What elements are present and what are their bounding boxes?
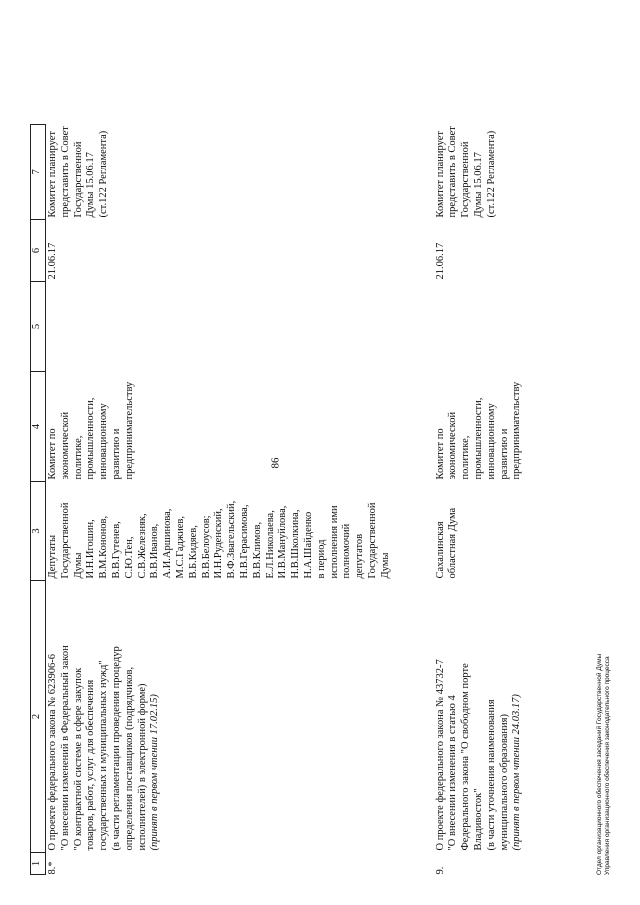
rotated-page xyxy=(30,5,620,875)
author-line: В.Б.Кидяев, xyxy=(187,525,199,579)
author-line: Е.Л.Николаева, xyxy=(264,510,276,579)
author-line: В.В.Гутенев, xyxy=(110,521,122,579)
committee-line: инновационному xyxy=(485,403,497,480)
author-line: Н.В.Школкина, xyxy=(290,509,302,579)
note-line: Комитет планирует xyxy=(47,131,58,218)
author-line: В.М.Кононов, xyxy=(98,515,110,579)
author-line: И.Н.Игошин, xyxy=(85,519,97,579)
committee-line: промышленности, xyxy=(85,397,97,480)
bill-title-line: "О внесении изменений в Федеральный закон xyxy=(59,645,71,851)
column-5-cell xyxy=(46,282,394,372)
table-row xyxy=(46,124,394,874)
author-line: областная Дума xyxy=(447,507,459,579)
note-line: Комитет планирует xyxy=(434,131,446,218)
column-header-3: 3 xyxy=(31,482,46,581)
bill-title-line: Федерального закона "О свободном порте xyxy=(460,663,472,851)
author-line: Думы xyxy=(379,552,391,579)
bill-title-line: товаров, работ, услуг для обеспечения xyxy=(85,679,97,851)
first-reading-note: (принят в первом чтении 17.02.15) xyxy=(149,694,161,851)
author-line: Депутаты xyxy=(47,534,58,579)
first-reading-note: (принят в первом чтении 24.03.17) xyxy=(511,694,523,851)
author-line: Н.В.Герасимова, xyxy=(238,504,250,579)
bill-title-line: Владивосток" xyxy=(472,788,484,851)
column-header-6: 6 xyxy=(31,220,46,282)
author-line: С.В.Железняк, xyxy=(136,513,148,579)
column-header-2: 2 xyxy=(31,581,46,853)
responsible-committee xyxy=(434,372,526,482)
bill-authors xyxy=(434,482,526,581)
author-line: Сахалинская xyxy=(434,521,446,579)
bill-title-line: определения поставщиков (подрядчиков, xyxy=(123,666,135,851)
bill-title-line: О проекте федерального закона № 43732-7 xyxy=(434,659,446,851)
page-number: 86 xyxy=(269,457,282,469)
committee-line: развитию и xyxy=(498,428,510,480)
responsible-committee xyxy=(46,372,394,482)
row-number: 8.* xyxy=(47,861,58,875)
author-line: В.Ф.Звагельский, xyxy=(226,500,238,579)
committee-line: Комитет по xyxy=(434,428,446,480)
note-line: Государственной xyxy=(460,141,472,218)
author-line: Н.А.Шайденко xyxy=(302,511,314,579)
author-line: В.В.Белоусов; xyxy=(200,515,212,579)
author-line: исполнения ими xyxy=(328,505,340,579)
bill-title-line: "О контрактной системе в сфере закупок xyxy=(72,667,84,851)
committee-line: предпринимательству xyxy=(511,381,523,480)
date-cell: 21.06.17 xyxy=(434,242,446,280)
bill-authors xyxy=(46,482,394,581)
author-line: А.И.Аршинова, xyxy=(162,508,174,579)
committee-line: Комитет по xyxy=(47,428,58,480)
footer-line: Отдел организационного обеспечения заседаний Государственной Думы xyxy=(596,653,603,875)
column-header-5: 5 xyxy=(31,282,46,372)
column-5-cell xyxy=(434,282,526,372)
author-line: С.Ю.Тен, xyxy=(123,536,135,579)
note-cell xyxy=(46,124,394,219)
table-row xyxy=(434,124,526,874)
committee-line: экономической xyxy=(59,411,71,480)
bill-title-line: исполнителей) в электронной форме) xyxy=(136,683,148,851)
author-line: Государственной xyxy=(59,502,71,579)
author-line: В.В.Иванов, xyxy=(149,523,161,579)
author-line: в период xyxy=(315,539,327,579)
bill-title-line: муниципального образования) xyxy=(498,714,510,851)
note-line: (ст.122 Регламента) xyxy=(98,130,110,218)
bill-title-line: "О внесении изменения в статью 4 xyxy=(447,695,459,851)
bill-title xyxy=(434,581,526,853)
row-number: 9. xyxy=(434,866,446,875)
column-header-row xyxy=(31,124,46,874)
note-line: Думы 15.06.17 xyxy=(85,152,97,218)
column-header-4: 4 xyxy=(31,372,46,482)
committee-line: экономической xyxy=(447,411,459,480)
author-line: В.В.Климов, xyxy=(251,521,263,579)
column-header-1: 1 xyxy=(31,853,46,875)
note-line: представить в Совет xyxy=(447,126,459,218)
author-line: М.С.Гаджиев, xyxy=(174,515,186,579)
note-line: Государственной xyxy=(72,141,84,218)
committee-line: предпринимательству xyxy=(123,381,135,480)
bill-title-line: (в части регламентации проведения процедур xyxy=(110,646,122,851)
date-cell: 21.06.17 xyxy=(47,242,58,280)
committee-line: развитию и xyxy=(110,428,122,480)
author-line: И.Н.Руденский, xyxy=(213,508,225,579)
bill-title-line: государственных и муниципальных нужд" xyxy=(98,660,110,851)
note-line: Думы 15.06.17 xyxy=(472,152,484,218)
bill-title-line: О проекте федерального закона № 623906-6 xyxy=(47,653,58,851)
bills-table xyxy=(30,124,525,875)
column-header-7: 7 xyxy=(31,124,46,219)
author-line: Думы xyxy=(72,552,84,579)
note-line: представить в Совет xyxy=(59,126,71,218)
committee-line: политике, xyxy=(72,435,84,480)
footer-line: Управления организационного обеспечения законодательного процесса xyxy=(604,656,612,875)
committee-line: промышленности, xyxy=(472,397,484,480)
note-line: (ст.122 Регламента) xyxy=(485,130,497,218)
note-cell xyxy=(434,124,526,219)
footer-department xyxy=(596,654,612,875)
author-line: Государственной xyxy=(366,502,378,579)
author-line: полномочий xyxy=(341,523,353,579)
bill-title-line: (в части уточнения наименования xyxy=(485,699,497,851)
bill-title xyxy=(46,581,394,853)
committee-line: инновационному xyxy=(98,403,110,480)
committee-line: политике, xyxy=(460,435,472,480)
row-spacer xyxy=(394,124,434,874)
author-line: И.В.Мануйлова, xyxy=(277,505,289,579)
author-line: депутатов xyxy=(354,533,366,579)
